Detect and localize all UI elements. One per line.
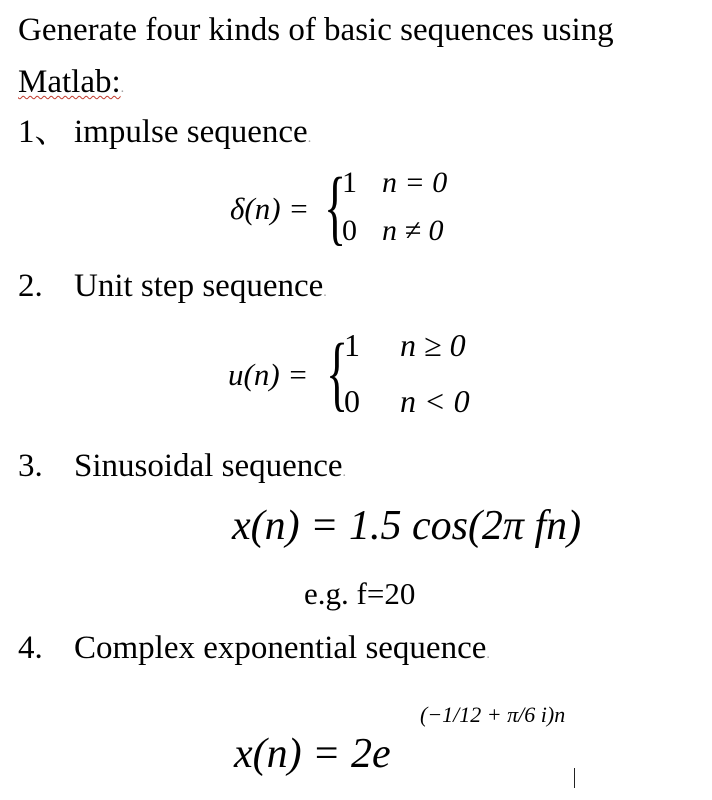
intro-line-1: Generate four kinds of basic sequences using bbox=[18, 12, 614, 48]
section-4-heading: 4. Complex exponential sequence. bbox=[18, 630, 490, 666]
step-case2-value: 0 bbox=[344, 383, 360, 419]
intro-line-2: Matlab:. bbox=[18, 64, 125, 100]
section-3-heading: 3. Sinusoidal sequence. bbox=[18, 448, 347, 484]
impulse-case1-cond: n = 0 bbox=[382, 166, 448, 199]
section-1-heading: 1、 impulse sequence. bbox=[18, 114, 312, 150]
text-cursor bbox=[574, 768, 575, 788]
matlab-word: Matlab: bbox=[18, 64, 121, 100]
section-4-number: 4. bbox=[18, 630, 43, 666]
impulse-case1-value: 1 bbox=[342, 166, 357, 199]
step-case1-cond: n ≥ 0 bbox=[400, 327, 466, 363]
step-case1-value: 1 bbox=[344, 327, 360, 363]
section-3-number: 3. bbox=[18, 448, 43, 484]
section-1-number: 1、 bbox=[18, 114, 68, 150]
section-4-title: Complex exponential sequence bbox=[74, 630, 487, 666]
step-brace: { bbox=[326, 327, 349, 420]
section-2-number: 2. bbox=[18, 268, 43, 304]
impulse-brace: { bbox=[324, 161, 347, 254]
section-2-title: Unit step sequence bbox=[74, 268, 324, 304]
step-equation bbox=[228, 327, 518, 420]
section-3-title: Sinusoidal sequence bbox=[74, 448, 343, 484]
sinusoid-equation: x(n) = 1.5 cos(2π fn) bbox=[232, 503, 582, 549]
impulse-case2-cond: n ≠ 0 bbox=[382, 214, 444, 247]
impulse-case2-value: 0 bbox=[342, 214, 357, 247]
impulse-lhs: δ(n) = bbox=[230, 191, 310, 226]
section-2-heading: 2. Unit step sequence. bbox=[18, 268, 327, 304]
impulse-equation bbox=[230, 161, 500, 254]
step-case2-cond: n < 0 bbox=[400, 383, 470, 419]
section-1-title: impulse sequence bbox=[74, 114, 308, 150]
step-lhs: u(n) = bbox=[228, 357, 309, 392]
complex-exp-exponent: (−1/12 + π/6 i)n bbox=[420, 702, 566, 727]
complex-exp-equation: x(n) = 2e bbox=[234, 731, 391, 777]
sinusoid-example: e.g. f=20 bbox=[304, 576, 416, 611]
